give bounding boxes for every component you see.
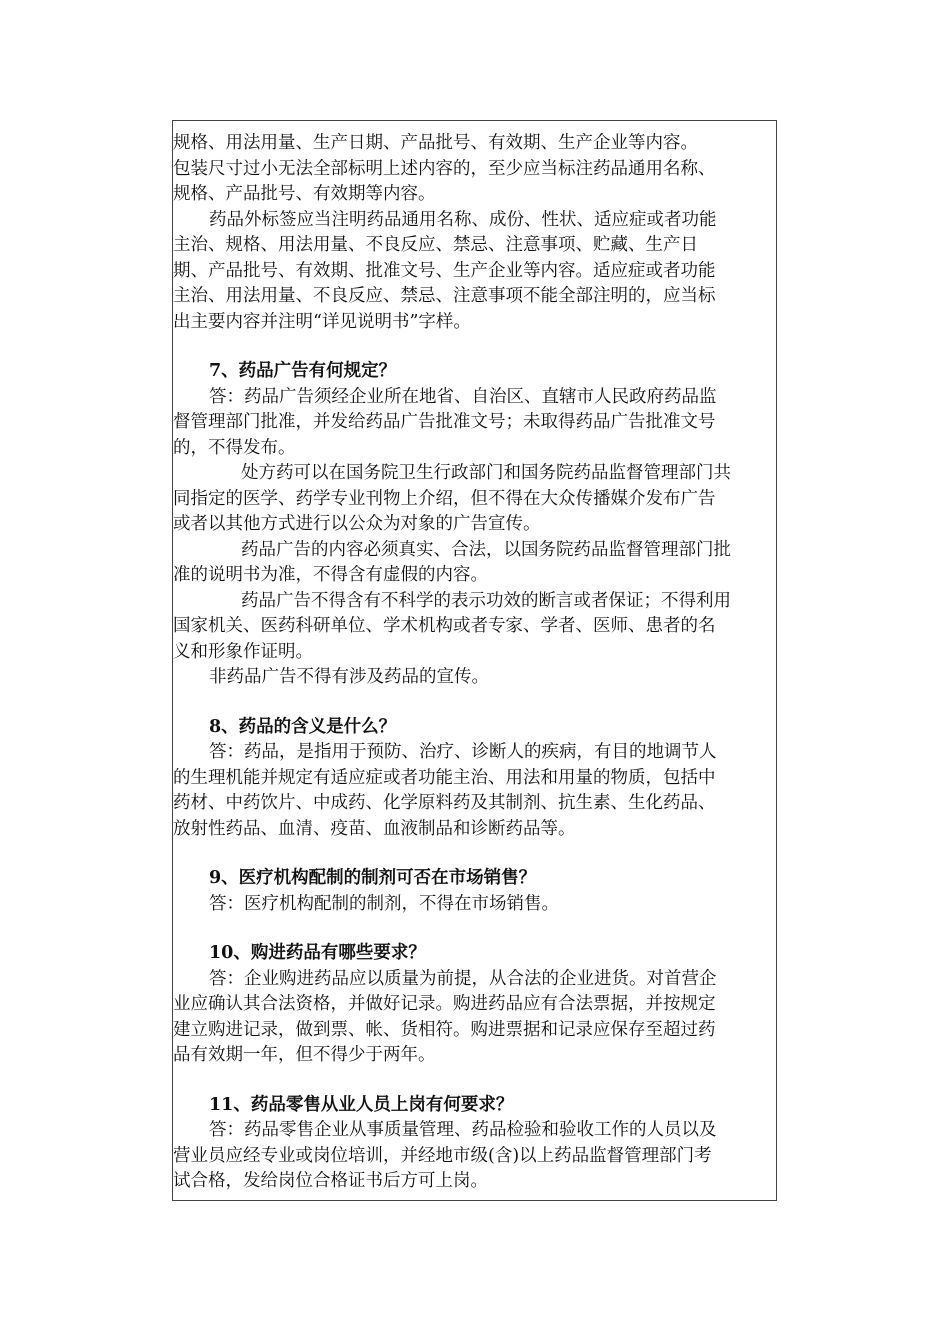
answer-line: 品有效期一年，但不得少于两年。 bbox=[173, 1045, 436, 1065]
spacer bbox=[173, 1069, 776, 1093]
spacer bbox=[173, 335, 776, 359]
answer-line: 义和形象作证明。 bbox=[173, 641, 313, 662]
answer-line: 督管理部门批准，并发给药品广告批准文号；未取得药品广告批准文号 bbox=[173, 412, 716, 432]
answer-line: 答：企业购进药品应以质量为前提，从合法的企业进货。对首营企 bbox=[209, 968, 717, 989]
answer-line: 营业员应经专业或岗位培训，并经地市级(含)以上药品监督管理部门考 bbox=[173, 1145, 712, 1166]
answer-line: 处方药可以在国务院卫生行政部门和国务院药品监督管理部门共 bbox=[241, 463, 731, 483]
answer-line: 答：药品零售企业从事质量管理、药品检验和验收工作的人员以及 bbox=[209, 1120, 717, 1140]
text-line: 包装尺寸过小无法全部标明上述内容的，至少应当标注药品通用名称、 bbox=[173, 158, 716, 179]
text-line: 出主要内容并注明“详见说明书”字样。 bbox=[173, 311, 471, 332]
answer-line: 答：医疗机构配制的制剂，不得在市场销售。 bbox=[209, 893, 559, 914]
answer-line: 或者以其他方式进行以公众为对象的广告宣传。 bbox=[173, 514, 541, 534]
text-line: 期、产品批号、有效期、批准文号、生产企业等内容。适应症或者功能 bbox=[173, 260, 716, 281]
question-heading-7: 7、药品广告有何规定？ bbox=[209, 361, 397, 381]
spacer bbox=[173, 842, 776, 866]
question-heading-9: 9、医疗机构配制的制剂可否在市场销售？ bbox=[209, 868, 537, 888]
answer-line: 药材、中药饮片、中成药、化学原料药及其制剂、抗生素、生化药品、 bbox=[173, 793, 716, 813]
answer-line: 药品广告的内容必须真实、合法，以国务院药品监督管理部门批 bbox=[241, 539, 731, 560]
question-heading-8: 8、药品的含义是什么？ bbox=[209, 716, 397, 737]
question-heading-10: 10、购进药品有哪些要求？ bbox=[209, 943, 426, 963]
question-heading-11: 11、药品零售从业人员上岗有何要求？ bbox=[209, 1094, 514, 1115]
text-line: 药品外标签应当注明药品通用名称、成份、性状、适应症或者功能 bbox=[209, 209, 717, 230]
spacer bbox=[173, 691, 776, 715]
document-body bbox=[173, 131, 776, 1195]
text-line: 规格、用法用量、生产日期、产品批号、有效期、生产企业等内容。 bbox=[173, 133, 698, 153]
answer-line: 非药品广告不得有涉及药品的宣传。 bbox=[209, 667, 489, 687]
text-line: 主治、规格、用法用量、不良反应、禁忌、注意事项、贮藏、生产日 bbox=[173, 235, 698, 255]
spacer bbox=[173, 917, 776, 941]
answer-line: 同指定的医学、药学专业刊物上介绍，但不得在大众传播媒介发布广告 bbox=[173, 488, 716, 509]
answer-line: 的生理机能并规定有适应症或者功能主治、用法和用量的物质，包括中 bbox=[173, 767, 716, 788]
answer-line: 药品广告不得含有不科学的表示功效的断言或者保证；不得利用 bbox=[241, 590, 731, 611]
text-line: 主治、用法用量、不良反应、禁忌、注意事项不能全部注明的，应当标 bbox=[173, 286, 716, 306]
answer-line: 试合格，发给岗位合格证书后方可上岗。 bbox=[173, 1171, 488, 1191]
answer-line: 国家机关、医药科研单位、学术机构或者专家、学者、医师、患者的名 bbox=[173, 616, 716, 636]
answer-line: 准的说明书为准，不得含有虚假的内容。 bbox=[173, 565, 488, 585]
answer-line: 答：药品广告须经企业所在地省、自治区、直辖市人民政府药品监 bbox=[209, 386, 717, 407]
answer-line: 放射性药品、血清、疫苗、血液制品和诊断药品等。 bbox=[173, 818, 576, 839]
answer-line: 建立购进记录，做到票、帐、货相符。购进票据和记录应保存至超过药 bbox=[173, 1019, 716, 1040]
answer-line: 答：药品，是指用于预防、治疗、诊断人的疾病，有目的地调节人 bbox=[209, 742, 717, 762]
page-frame bbox=[172, 120, 777, 1201]
answer-line: 业应确认其合法资格，并做好记录。购进药品应有合法票据，并按规定 bbox=[173, 994, 716, 1014]
answer-line: 的，不得发布。 bbox=[173, 437, 296, 458]
text-line: 规格、产品批号、有效期等内容。 bbox=[173, 184, 436, 204]
